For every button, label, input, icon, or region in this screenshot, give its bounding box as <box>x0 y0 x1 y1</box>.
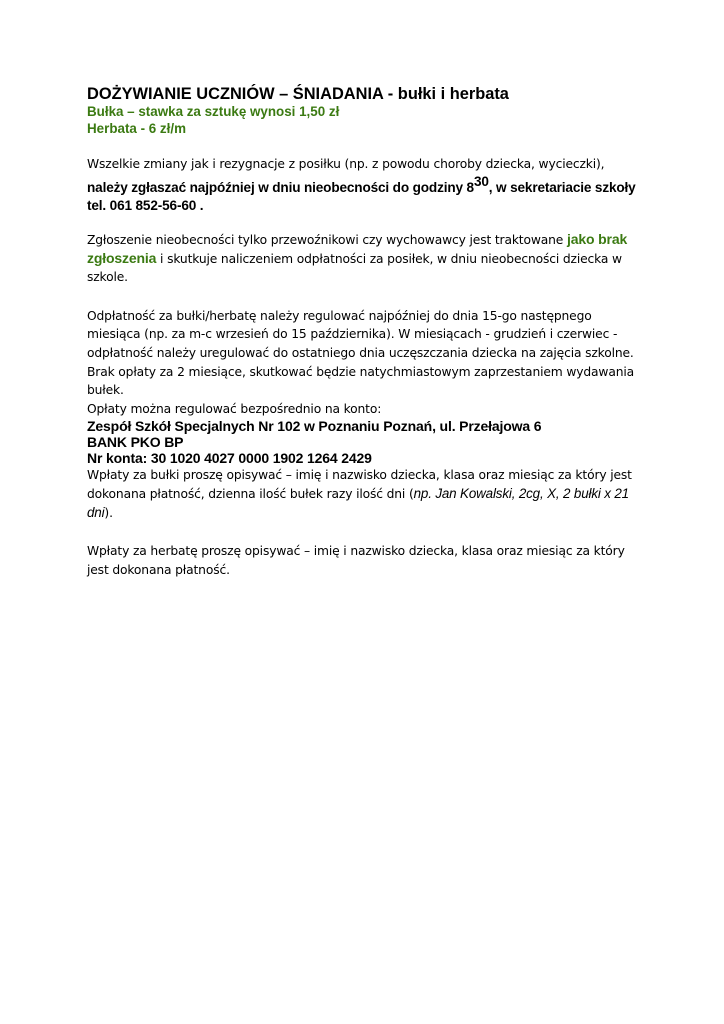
account-number: Nr konta: 30 1020 4027 0000 1902 1264 2429 <box>87 450 372 467</box>
non-payment-text: Brak opłaty za 2 miesiące, skutkować będzie natychmiastowym zaprzestaniem wydawania bułek. <box>87 364 635 398</box>
bank-name: BANK PKO BP <box>87 434 184 451</box>
deadline-hour-superscript: 30 <box>473 174 489 189</box>
roll-payment-instructions <box>87 466 647 522</box>
payment-deadline-text: Odpłatność za bułki/herbatę należy regulować najpóźniej do dnia 15-go następnego miesiąca (np. za m-c wrzesień do 15 października). W miesiącach - grudzień i czerwiec - odpłatność należy uregulować do ostatniego dnia uczęszczania dziecka na zajęcia szkolne. <box>87 308 634 360</box>
roll-payment-example: np. Jan Kowalski, 2cg, X, 2 bułki x 21 dni <box>87 485 629 520</box>
account-intro-text: Opłaty można regulować bezpośrednio na konto: <box>87 401 382 416</box>
roll-price-line: Bułka – stawka za sztukę wynosi 1,50 zł <box>87 104 340 119</box>
roll-payment-tail: ). <box>104 505 113 520</box>
payment-section <box>87 307 647 522</box>
absence-warning-green: jako brak zgłoszenia <box>87 231 628 266</box>
changes-secretariat-bold: , w sekretariacie szkoły tel. 061 852-56-60 . <box>87 180 636 213</box>
document-content <box>87 84 647 579</box>
account-holder-name: Zespół Szkół Specjalnych Nr 102 w Poznaniu Poznań, ul. Przełajowa 6 <box>87 418 542 435</box>
absence-paragraph <box>87 231 647 287</box>
changes-paragraph <box>87 156 647 215</box>
absence-lead: Zgłoszenie nieobecności tylko przewoźnikowi czy wychowawcy jest traktowane <box>87 233 567 247</box>
roll-payment-lead: Wpłaty za bułki proszę opisywać – imię i nazwisko dziecka, klasa oraz miesiąc za który jest dokonana płatność, dzienna ilość bułek razy ilość dni ( <box>87 468 632 501</box>
absence-tail: i skutkuje naliczeniem odpłatności za posiłek, w dniu nieobecności dziecka w szkole. <box>87 251 622 285</box>
document-title: DOŻYWIANIE UCZNIÓW – ŚNIADANIA - bułki i herbata <box>87 85 509 103</box>
tea-payment-instructions: Wpłaty za herbatę proszę opisywać – imię i nazwisko dziecka, klasa oraz miesiąc za który jest dokonana płatność. <box>87 544 625 577</box>
changes-lead: Wszelkie zmiany jak i rezygnacje z posiłku (np. z powodu choroby dziecka, wycieczki), <box>87 157 605 171</box>
tea-price-line: Herbata - 6 zł/m <box>87 120 186 136</box>
changes-deadline-bold: należy zgłaszać najpóźniej w dniu nieobecności do godziny 8 <box>87 180 474 195</box>
